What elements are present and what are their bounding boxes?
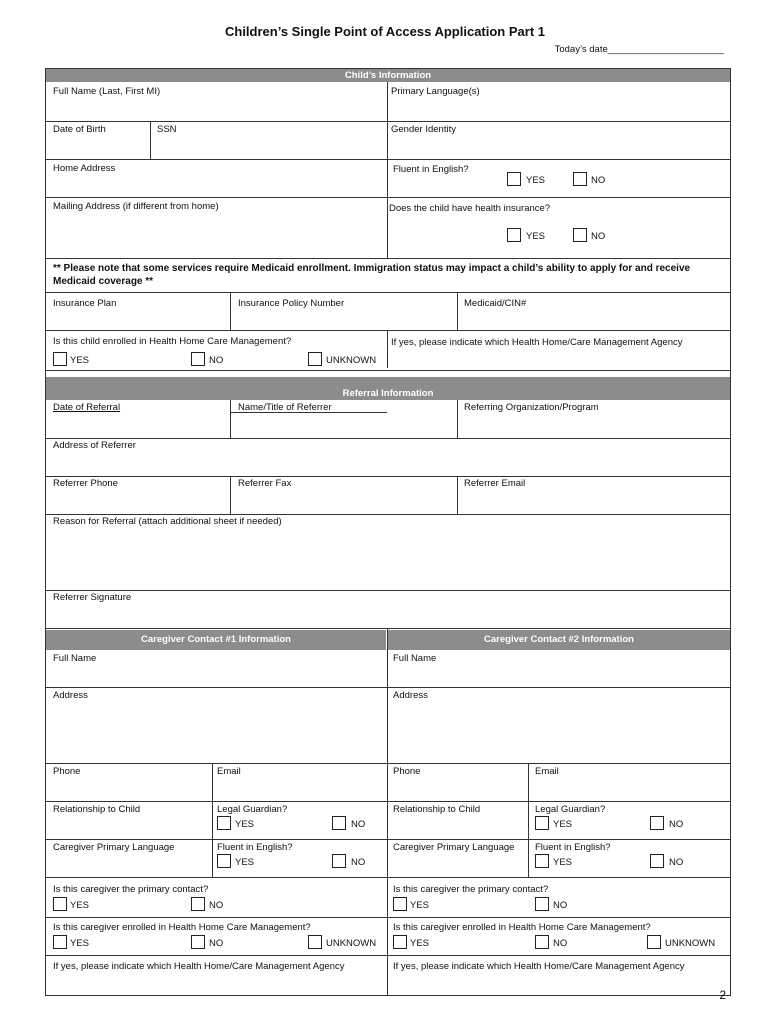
section-header-caregiver-1: Caregiver Contact #1 Information xyxy=(46,630,386,650)
row-divider xyxy=(46,197,730,198)
row-divider xyxy=(46,438,730,439)
field-hh-enrolled-question: Is this child enrolled in Health Home Care Management? xyxy=(53,336,292,347)
col-divider xyxy=(387,628,388,996)
hh-yes-checkbox[interactable] xyxy=(53,352,67,366)
row-divider xyxy=(46,330,730,331)
cg2-guardian-no-label: NO xyxy=(669,819,684,830)
field-referral-reason-label: Reason for Referral (attach additional sheet if needed) xyxy=(53,516,282,527)
cg2-primary-contact-question: Is this caregiver the primary contact? xyxy=(393,884,549,895)
field-ssn-label: SSN xyxy=(157,124,177,135)
cg1-relationship-label: Relationship to Child xyxy=(53,804,141,815)
hh-unknown-checkbox[interactable] xyxy=(308,352,322,366)
fluent-no-checkbox[interactable] xyxy=(573,172,587,186)
field-mailing-address-label: Mailing Address (if different from home) xyxy=(53,201,219,212)
todays-date-field[interactable]: Today’s date______________________ xyxy=(554,44,724,55)
hh-unknown-label: UNKNOWN xyxy=(326,355,377,366)
field-referrer-phone-label: Referrer Phone xyxy=(53,478,118,489)
col-divider xyxy=(528,763,529,877)
cg2-hh-yes-checkbox[interactable] xyxy=(393,935,407,949)
cg1-full-name-label: Full Name xyxy=(53,653,97,664)
cg2-primary-no-label: NO xyxy=(553,900,568,911)
cg2-full-name-label: Full Name xyxy=(393,653,437,664)
cg1-guardian-yes-label: YES xyxy=(235,819,255,830)
field-home-address-label: Home Address xyxy=(53,163,116,174)
insurance-no-label: NO xyxy=(591,231,606,242)
row-divider xyxy=(46,121,730,122)
col-divider xyxy=(457,476,458,514)
cg1-primary-yes-label: YES xyxy=(70,900,90,911)
cg2-primary-no-checkbox[interactable] xyxy=(535,897,549,911)
row-divider xyxy=(46,514,730,515)
fluent-yes-label: YES xyxy=(526,175,546,186)
cg2-hh-enrolled-question: Is this caregiver enrolled in Health Home Care Management? xyxy=(393,922,651,933)
application-form xyxy=(45,68,731,996)
col-divider xyxy=(387,82,388,258)
field-referrer-name-label: Name/Title of Referrer xyxy=(238,402,332,413)
hh-yes-label: YES xyxy=(70,355,90,366)
cg2-address-label: Address xyxy=(393,690,428,701)
row-divider xyxy=(46,877,730,878)
cg2-fluent-yes-checkbox[interactable] xyxy=(535,854,549,868)
cg1-fluent-no-checkbox[interactable] xyxy=(332,854,346,868)
cg2-fluent-label: Fluent in English? xyxy=(535,842,611,853)
section-header-child: Child’s Information xyxy=(46,69,730,82)
field-gender-label: Gender Identity xyxy=(391,124,456,135)
row-divider xyxy=(46,628,730,629)
form-title: Children’s Single Point of Access Application Part 1 xyxy=(224,24,545,39)
cg1-legal-guardian-label: Legal Guardian? xyxy=(217,804,288,815)
row-divider xyxy=(46,917,730,918)
field-hh-agency-label: If yes, please indicate which Health Home/Care Management Agency xyxy=(391,337,683,348)
section-header-referral: Referral Information xyxy=(46,377,730,400)
section-header-caregiver-2: Caregiver Contact #2 Information xyxy=(388,630,730,650)
cg1-fluent-yes-checkbox[interactable] xyxy=(217,854,231,868)
row-divider xyxy=(46,955,730,956)
cg1-language-label: Caregiver Primary Language xyxy=(53,842,175,853)
field-policy-number-label: Insurance Policy Number xyxy=(238,298,345,309)
col-divider xyxy=(150,121,151,159)
cg1-guardian-no-label: NO xyxy=(351,819,366,830)
cg2-email-label: Email xyxy=(535,766,559,777)
cg2-guardian-yes-label: YES xyxy=(553,819,573,830)
insurance-yes-checkbox[interactable] xyxy=(507,228,521,242)
col-divider xyxy=(457,400,458,438)
cg1-primary-yes-checkbox[interactable] xyxy=(53,897,67,911)
field-fluent-label: Fluent in English? xyxy=(393,164,469,175)
cg1-hh-no-label: NO xyxy=(209,938,224,949)
row-divider xyxy=(46,292,730,293)
cg2-legal-guardian-label: Legal Guardian? xyxy=(535,804,606,815)
page-number: 2 xyxy=(719,988,726,1002)
row-divider xyxy=(46,590,730,591)
cg1-hh-no-checkbox[interactable] xyxy=(191,935,205,949)
row-divider xyxy=(46,801,730,802)
fluent-no-label: NO xyxy=(591,175,606,186)
cg2-hh-unknown-checkbox[interactable] xyxy=(647,935,661,949)
cg2-phone-label: Phone xyxy=(393,766,421,777)
insurance-no-checkbox[interactable] xyxy=(573,228,587,242)
field-referrer-signature-label: Referrer Signature xyxy=(53,592,132,603)
underline xyxy=(230,412,387,413)
cg2-guardian-no-checkbox[interactable] xyxy=(650,816,664,830)
field-referrer-email-label: Referrer Email xyxy=(464,478,526,489)
cg2-primary-yes-checkbox[interactable] xyxy=(393,897,407,911)
cg2-primary-yes-label: YES xyxy=(410,900,430,911)
cg2-hh-no-checkbox[interactable] xyxy=(535,935,549,949)
cg1-primary-no-checkbox[interactable] xyxy=(191,897,205,911)
cg1-fluent-yes-label: YES xyxy=(235,857,255,868)
row-divider xyxy=(46,258,730,259)
cg1-hh-yes-label: YES xyxy=(70,938,90,949)
col-divider xyxy=(387,330,388,368)
cg2-relationship-label: Relationship to Child xyxy=(393,804,481,815)
cg1-fluent-no-label: NO xyxy=(351,857,366,868)
cg1-email-label: Email xyxy=(217,766,241,777)
field-primary-language-label: Primary Language(s) xyxy=(391,86,480,97)
row-divider xyxy=(46,839,730,840)
cg2-fluent-no-label: NO xyxy=(669,857,684,868)
hh-no-checkbox[interactable] xyxy=(191,352,205,366)
cg2-hh-unknown-label: UNKNOWN xyxy=(665,938,716,949)
field-insurance-question: Does the child have health insurance? xyxy=(389,203,551,214)
cg1-phone-label: Phone xyxy=(53,766,81,777)
field-referrer-fax-label: Referrer Fax xyxy=(238,478,292,489)
col-divider xyxy=(457,292,458,330)
cg1-primary-no-label: NO xyxy=(209,900,224,911)
row-divider xyxy=(46,687,730,688)
cg1-primary-contact-question: Is this caregiver the primary contact? xyxy=(53,884,209,895)
field-referrer-address-label: Address of Referrer xyxy=(53,440,136,451)
cg2-fluent-no-checkbox[interactable] xyxy=(650,854,664,868)
cg1-guardian-no-checkbox[interactable] xyxy=(332,816,346,830)
cg1-hh-unknown-label: UNKNOWN xyxy=(326,938,377,949)
cg2-hh-agency-label: If yes, please indicate which Health Home/Care Management Agency xyxy=(393,961,685,972)
row-divider xyxy=(46,370,730,371)
cg1-hh-unknown-checkbox[interactable] xyxy=(308,935,322,949)
cg1-hh-enrolled-question: Is this caregiver enrolled in Health Home Care Management? xyxy=(53,922,311,933)
row-divider xyxy=(46,159,730,160)
hh-no-label: NO xyxy=(209,355,224,366)
cg2-language-label: Caregiver Primary Language xyxy=(393,842,515,853)
field-referring-org-label: Referring Organization/Program xyxy=(464,402,599,413)
cg1-address-label: Address xyxy=(53,690,88,701)
col-divider xyxy=(230,292,231,330)
field-dob-label: Date of Birth xyxy=(53,124,106,135)
cg2-hh-no-label: NO xyxy=(553,938,568,949)
row-divider xyxy=(46,476,730,477)
col-divider xyxy=(230,400,231,438)
cg1-hh-yes-checkbox[interactable] xyxy=(53,935,67,949)
col-divider xyxy=(212,763,213,877)
row-divider xyxy=(46,763,730,764)
col-divider xyxy=(230,476,231,514)
field-full-name-label: Full Name (Last, First MI) xyxy=(53,86,161,97)
cg1-guardian-yes-checkbox[interactable] xyxy=(217,816,231,830)
cg1-fluent-label: Fluent in English? xyxy=(217,842,293,853)
field-referral-date-label: Date of Referral xyxy=(53,402,121,413)
insurance-yes-label: YES xyxy=(526,231,546,242)
fluent-yes-checkbox[interactable] xyxy=(507,172,521,186)
field-insurance-plan-label: Insurance Plan xyxy=(53,298,117,309)
field-medicaid-cin-label: Medicaid/CIN# xyxy=(464,298,527,309)
cg2-hh-yes-label: YES xyxy=(410,938,430,949)
medicaid-note: ** Please note that some services require Medicaid enrollment. Immigration status may impact a child’s ability to apply for and receive Medicaid coverage ** xyxy=(53,263,691,287)
cg2-fluent-yes-label: YES xyxy=(553,857,573,868)
cg2-guardian-yes-checkbox[interactable] xyxy=(535,816,549,830)
cg1-hh-agency-label: If yes, please indicate which Health Home/Care Management Agency xyxy=(53,961,345,972)
